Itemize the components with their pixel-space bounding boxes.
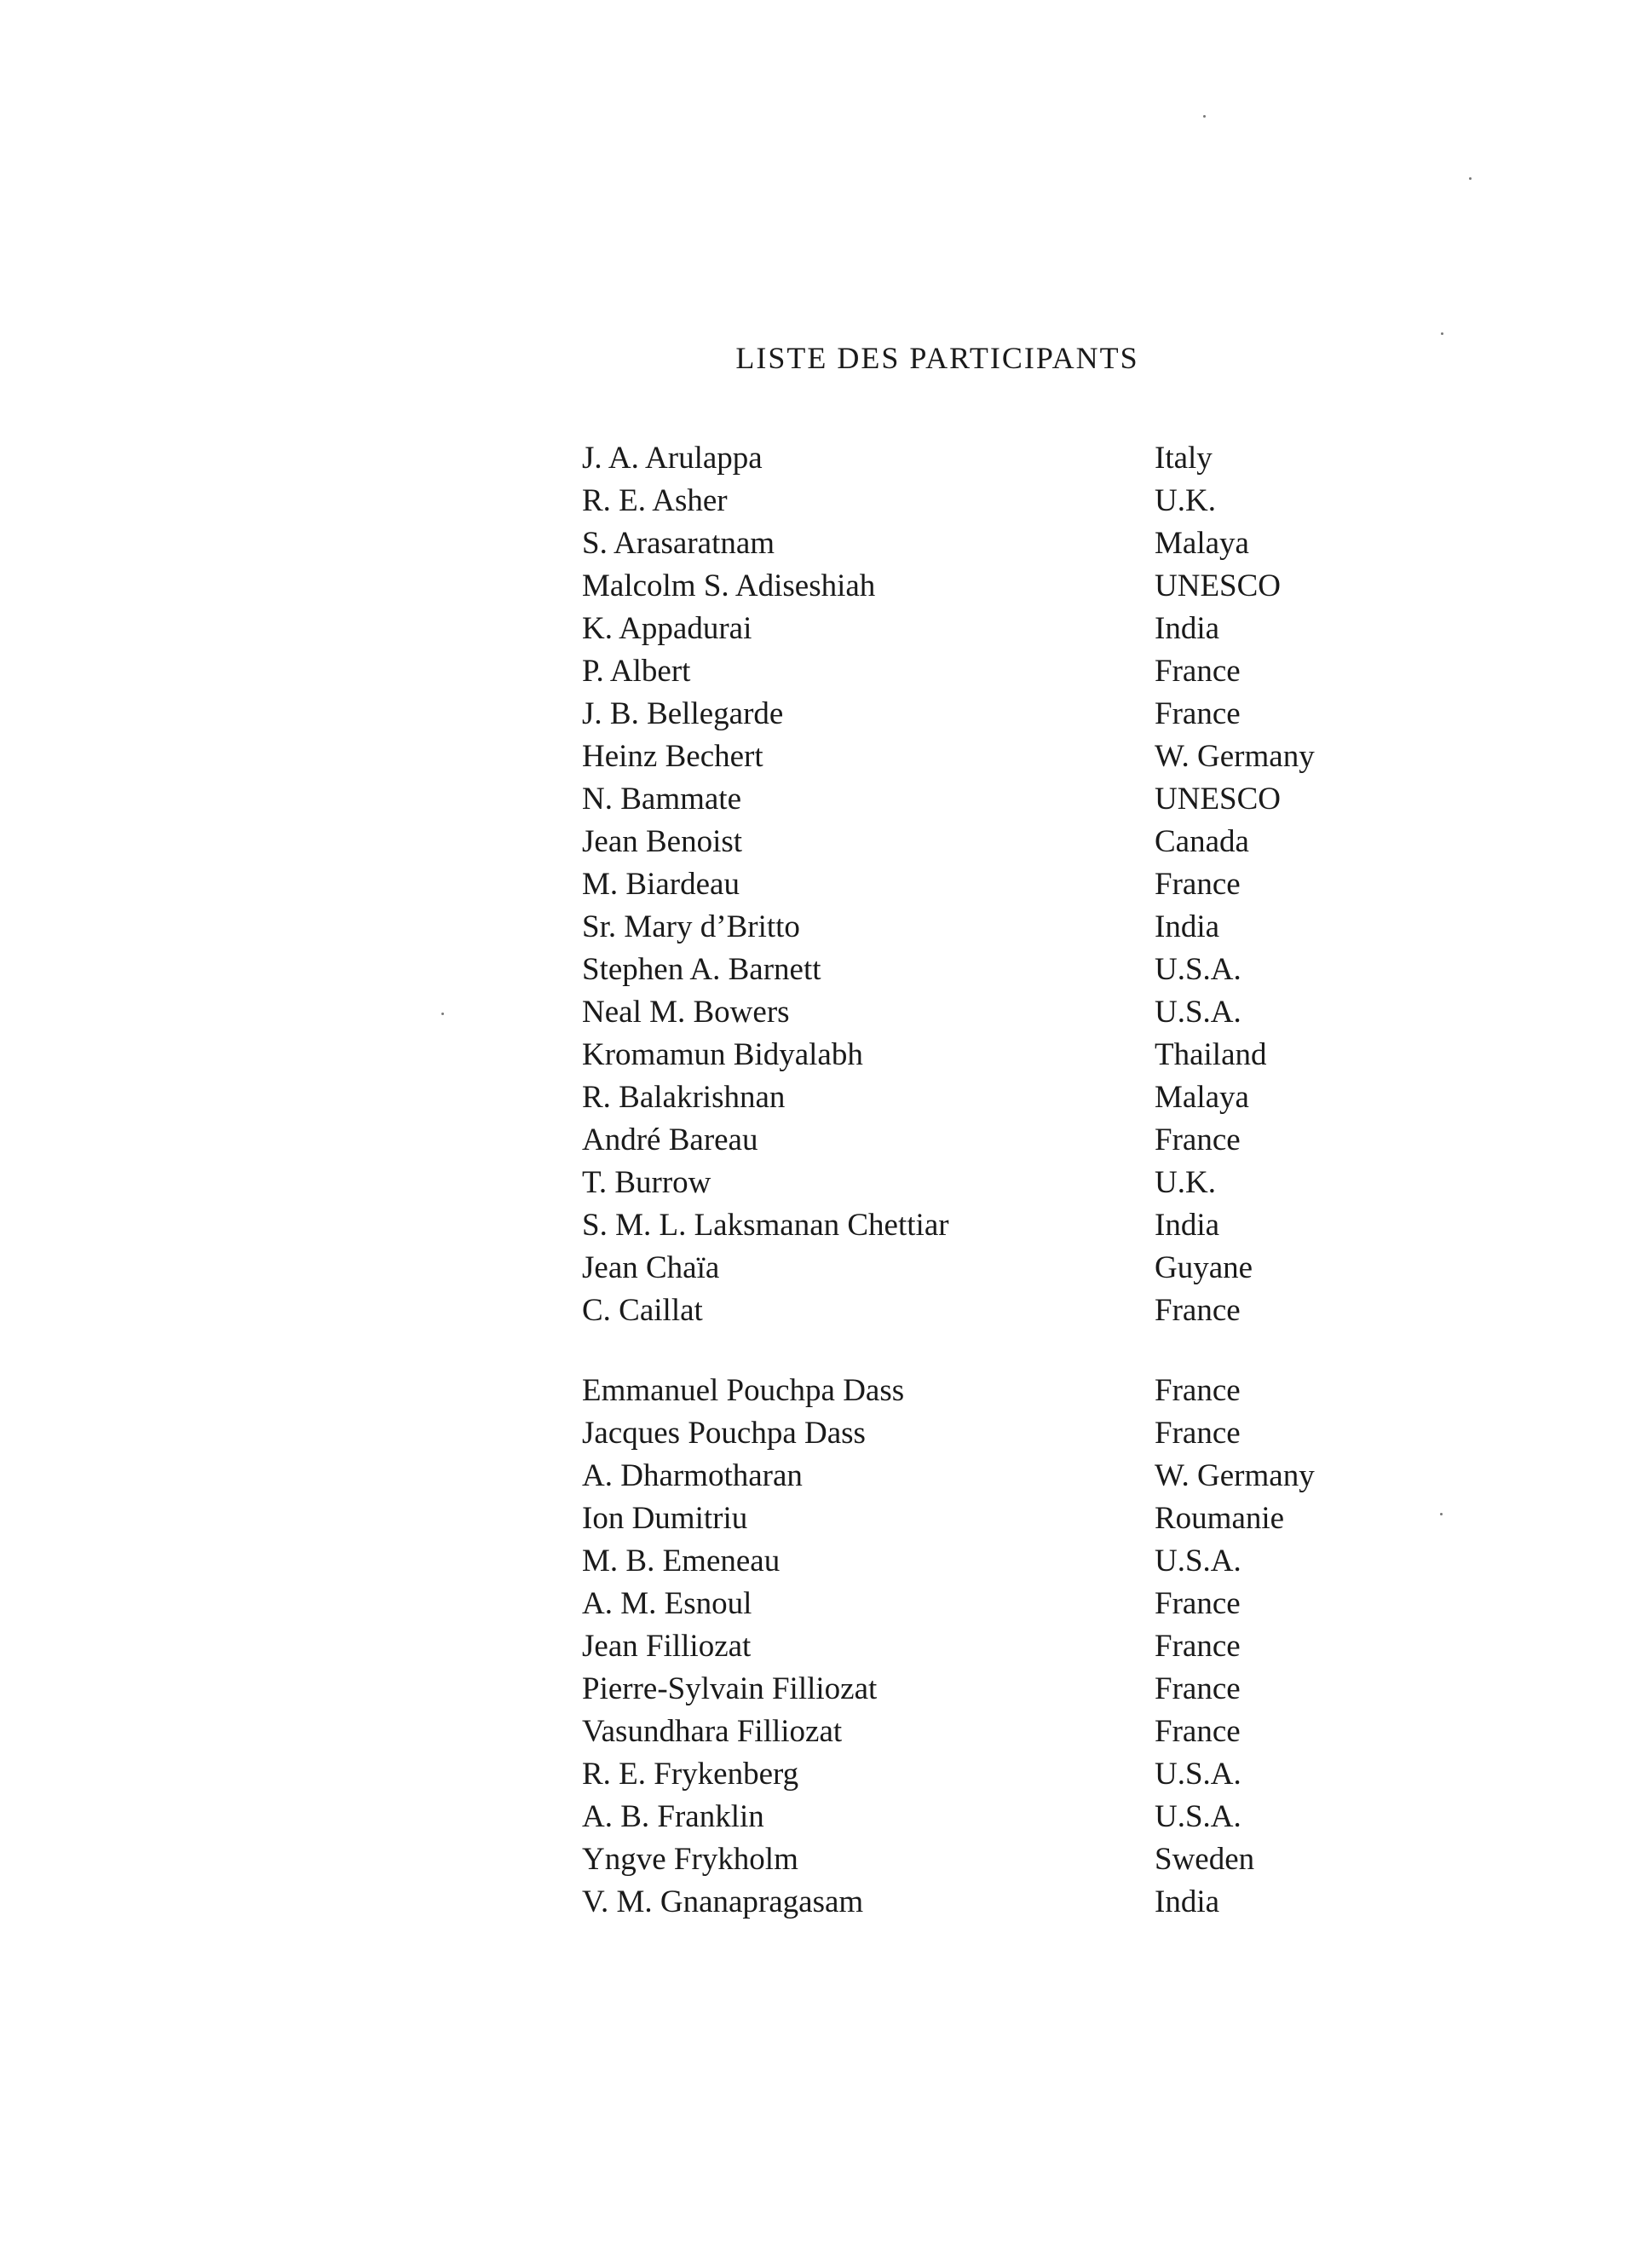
- participant-row: [582, 564, 1451, 607]
- participant-row: [582, 649, 1451, 692]
- participant-country: India: [1155, 610, 1220, 646]
- participant-group: [582, 1369, 1451, 1923]
- scan-speck: [1441, 332, 1443, 335]
- participant-row: [582, 522, 1451, 564]
- participant-row: [582, 692, 1451, 735]
- participant-country: India: [1155, 1884, 1220, 1919]
- participant-country: U.S.A.: [1155, 1543, 1241, 1578]
- participant-name: J. B. Bellegarde: [582, 695, 784, 731]
- participant-country: W. Germany: [1155, 738, 1315, 774]
- participant-row: [582, 1838, 1451, 1880]
- participant-country: U.K.: [1155, 482, 1216, 518]
- participant-name: Heinz Bechert: [582, 738, 763, 774]
- participant-name: C. Caillat: [582, 1292, 703, 1328]
- participant-country: India: [1155, 909, 1220, 944]
- participant-country: Roumanie: [1155, 1500, 1285, 1536]
- participant-country: Canada: [1155, 823, 1249, 859]
- scan-speck: [1469, 177, 1472, 180]
- participant-country: U.S.A.: [1155, 994, 1241, 1030]
- participant-name: A. Dharmotharan: [582, 1457, 803, 1493]
- participant-name: S. Arasaratnam: [582, 525, 775, 561]
- participant-name: R. E. Asher: [582, 482, 728, 518]
- participant-row: [582, 1752, 1451, 1795]
- scan-speck: [1440, 1513, 1443, 1515]
- participant-name: Neal M. Bowers: [582, 994, 790, 1030]
- participant-row: [582, 1076, 1451, 1118]
- participant-country: France: [1155, 1585, 1241, 1621]
- participant-country: U.S.A.: [1155, 1756, 1241, 1792]
- participant-name: André Bareau: [582, 1122, 758, 1157]
- participant-name: Pierre-Sylvain Filliozat: [582, 1671, 878, 1706]
- participant-row: [582, 1369, 1451, 1411]
- participant-country: U.K.: [1155, 1164, 1216, 1200]
- participant-country: France: [1155, 695, 1241, 731]
- participant-row: [582, 1625, 1451, 1667]
- participant-country: France: [1155, 866, 1241, 902]
- participant-row: [582, 820, 1451, 863]
- participant-name: Emmanuel Pouchpa Dass: [582, 1372, 905, 1408]
- participant-country: France: [1155, 1415, 1241, 1451]
- participant-name: Yngve Frykholm: [582, 1841, 798, 1877]
- participant-row: [582, 1710, 1451, 1752]
- participant-country: Italy: [1155, 440, 1213, 476]
- participant-country: Thailand: [1155, 1036, 1267, 1072]
- participant-name: K. Appadurai: [582, 610, 752, 646]
- participant-country: France: [1155, 1372, 1241, 1408]
- participant-row: [582, 1411, 1451, 1454]
- scan-speck: [441, 1013, 444, 1015]
- participant-row: [582, 905, 1451, 948]
- participant-row: [582, 1539, 1451, 1582]
- participant-name: Stephen A. Barnett: [582, 951, 821, 987]
- participant-country: France: [1155, 1671, 1241, 1706]
- participant-name: Malcolm S. Adiseshiah: [582, 568, 876, 603]
- participant-name: Kromamun Bidyalabh: [582, 1036, 863, 1072]
- participant-country: France: [1155, 653, 1241, 689]
- participant-row: [582, 777, 1451, 820]
- participant-country: Guyane: [1155, 1249, 1253, 1285]
- participant-group: [582, 436, 1451, 1331]
- participant-row: [582, 1795, 1451, 1838]
- participant-name: N. Bammate: [582, 781, 742, 817]
- participant-row: [582, 1454, 1451, 1497]
- participant-country: Malaya: [1155, 1079, 1249, 1115]
- participant-name: A. M. Esnoul: [582, 1585, 752, 1621]
- participant-country: U.S.A.: [1155, 1798, 1241, 1834]
- participant-row: [582, 436, 1451, 479]
- participant-name: M. Biardeau: [582, 866, 740, 902]
- participant-name: Vasundhara Filliozat: [582, 1713, 843, 1749]
- participant-row: [582, 1161, 1451, 1203]
- participant-country: France: [1155, 1122, 1241, 1157]
- scan-speck: [1203, 115, 1206, 118]
- participant-country: Malaya: [1155, 525, 1249, 561]
- participant-row: [582, 990, 1451, 1033]
- participants-list: [582, 436, 1451, 1923]
- participant-name: A. B. Franklin: [582, 1798, 764, 1834]
- participant-country: Sweden: [1155, 1841, 1255, 1877]
- participant-name: P. Albert: [582, 653, 691, 689]
- participant-name: Sr. Mary d’Britto: [582, 909, 800, 944]
- participant-row: [582, 1246, 1451, 1289]
- participant-row: [582, 607, 1451, 649]
- participant-row: [582, 1880, 1451, 1923]
- participant-row: [582, 863, 1451, 905]
- participant-country: W. Germany: [1155, 1457, 1315, 1493]
- participant-row: [582, 1497, 1451, 1539]
- participant-country: France: [1155, 1628, 1241, 1664]
- participant-name: Jacques Pouchpa Dass: [582, 1415, 866, 1451]
- participant-name: V. M. Gnanapragasam: [582, 1884, 864, 1919]
- participant-name: J. A. Arulappa: [582, 440, 763, 476]
- participant-row: [582, 1582, 1451, 1625]
- participant-country: India: [1155, 1207, 1220, 1243]
- participant-row: [582, 1667, 1451, 1710]
- participant-name: S. M. L. Laksmanan Chettiar: [582, 1207, 949, 1243]
- participant-row: [582, 1033, 1451, 1076]
- participant-country: UNESCO: [1155, 568, 1282, 603]
- participant-country: UNESCO: [1155, 781, 1282, 817]
- participant-country: U.S.A.: [1155, 951, 1241, 987]
- participant-name: Jean Benoist: [582, 823, 743, 859]
- participant-country: France: [1155, 1713, 1241, 1749]
- participant-row: [582, 1289, 1451, 1331]
- participant-name: M. B. Emeneau: [582, 1543, 781, 1578]
- participant-name: T. Burrow: [582, 1164, 711, 1200]
- participant-name: Jean Filliozat: [582, 1628, 752, 1664]
- page-title: LISTE DES PARTICIPANTS: [735, 341, 1139, 375]
- participant-name: R. Balakrishnan: [582, 1079, 786, 1115]
- participant-row: [582, 1203, 1451, 1246]
- participant-name: R. E. Frykenberg: [582, 1756, 799, 1792]
- participant-name: Jean Chaïa: [582, 1249, 720, 1285]
- participant-name: Ion Dumitriu: [582, 1500, 748, 1536]
- participant-row: [582, 735, 1451, 777]
- participant-row: [582, 948, 1451, 990]
- participant-country: France: [1155, 1292, 1241, 1328]
- participant-row: [582, 479, 1451, 522]
- participant-row: [582, 1118, 1451, 1161]
